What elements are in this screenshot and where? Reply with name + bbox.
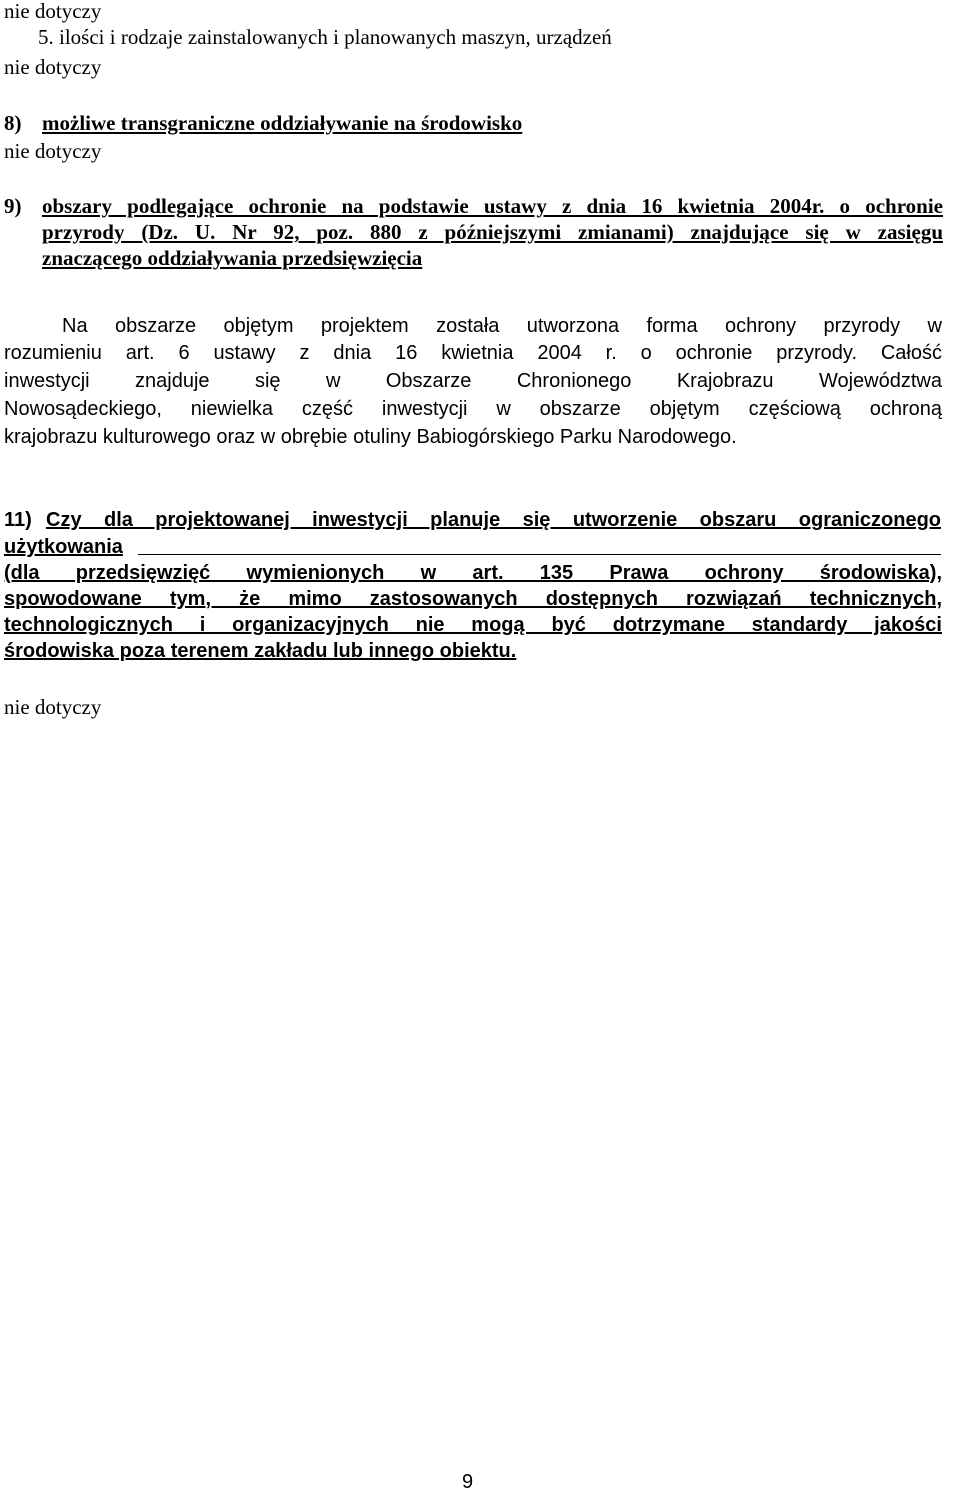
item9-heading-line3: znaczącego oddziaływania przedsięwzięcia [42, 246, 423, 270]
item11-answer: nie dotyczy [4, 695, 102, 719]
item8-heading: możliwe transgraniczne oddziaływanie na środowisko [42, 111, 523, 135]
item8-number: 8) [4, 111, 22, 135]
item11-heading-line6: środowiska poza terenem zakładu lub innego obiektu. [4, 640, 517, 662]
item5-text: 5. ilości i rodzaje zainstalowanych i planowanych maszyn, urządzeń [38, 25, 612, 49]
item11-heading-line4: spowodowane tym, że mimo zastosowanych dostępnych rozwiązań technicznych, [4, 588, 942, 610]
item11-heading-line5: technologicznych i organizacyjnych nie mogą być dotrzymane standardy jakości [4, 614, 942, 636]
item11-heading-line1: Czy dla projektowanej inwestycji planuje się utworzenie obszaru ograniczonego [46, 509, 941, 531]
item9-heading-line2: przyrody (Dz. U. Nr 92, poz. 880 z późniejszymi zmianami) znajdujące się w zasięgu [42, 220, 943, 244]
item9-body-line3: inwestycji znajduje się w Obszarze Chronionego Krajobrazu Województwa [4, 370, 942, 392]
item9-body-line1: Na obszarze objętym projektem została utworzona forma ochrony przyrody w [62, 315, 942, 337]
item5-answer: nie dotyczy [4, 55, 102, 79]
item8-answer: nie dotyczy [4, 139, 102, 163]
item9-body-line5: krajobrazu kulturowego oraz w obrębie otuliny Babiogórskiego Parku Narodowego. [4, 426, 737, 448]
item9-number: 9) [4, 194, 22, 218]
item9-body-line4: Nowosądeckiego, niewielka część inwestycji w obszarze objętym częściową ochroną [4, 398, 942, 420]
item11-number: 11) [4, 509, 32, 531]
item11-heading-line2-rule [138, 554, 941, 555]
item11-heading-line3: (dla przedsięwzięć wymienionych w art. 135 Prawa ochrony środowiska), [4, 562, 942, 584]
item9-body-line2: rozumieniu art. 6 ustawy z dnia 16 kwietnia 2004 r. o ochronie przyrody. Całość [4, 342, 942, 364]
item9-heading-line1: obszary podlegające ochronie na podstawie ustawy z dnia 16 kwietnia 2004r. o ochronie [42, 194, 943, 218]
top-note: nie dotyczy [4, 0, 102, 23]
page-number: 9 [462, 1471, 474, 1493]
item11-heading-line2: użytkowania [4, 536, 123, 558]
